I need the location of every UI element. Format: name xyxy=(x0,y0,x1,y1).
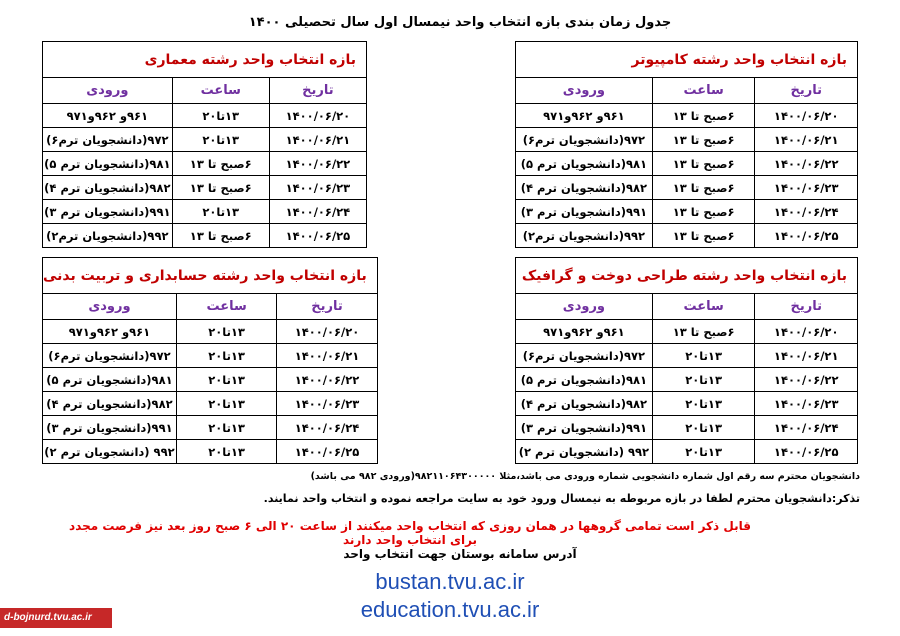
cell-date: ۱۴۰۰/۰۶/۲۰ xyxy=(269,104,366,128)
note-reminder: تذکر:دانشجویان محترم لطفا در بازه مربوطه به نیمسال ورود خود به سایت مراجعه نموده و انتخاب واحد نمایند. xyxy=(263,492,860,505)
cell-time: ۶صبح تا ۱۳ xyxy=(652,224,755,248)
table-row xyxy=(43,344,378,368)
table-row xyxy=(516,200,858,224)
table-row xyxy=(516,392,858,416)
cell-time: ۱۳تا۲۰ xyxy=(652,344,755,368)
cell-entry: ۹۹۲(دانشجویان ترم۲) xyxy=(43,224,173,248)
cell-date: ۱۴۰۰/۰۶/۲۰ xyxy=(755,320,858,344)
table-row xyxy=(516,320,858,344)
cell-entry: ۹۶۱و ۹۶۲و۹۷۱ xyxy=(43,104,173,128)
cell-entry: ۹۸۱(دانشجویان ترم ۵) xyxy=(516,368,653,392)
table-caption: بازه انتخاب واحد رشته کامپیوتر xyxy=(516,42,858,78)
cell-date: ۱۴۰۰/۰۶/۲۱ xyxy=(755,344,858,368)
table-row xyxy=(43,104,367,128)
cell-time: ۱۳تا۲۰ xyxy=(176,416,276,440)
cell-date: ۱۴۰۰/۰۶/۲۴ xyxy=(755,416,858,440)
table-row xyxy=(43,128,367,152)
cell-date: ۱۴۰۰/۰۶/۲۱ xyxy=(269,128,366,152)
schedule-table-architecture xyxy=(42,41,367,248)
cell-time: ۶صبح تا ۱۳ xyxy=(652,152,755,176)
cell-date: ۱۴۰۰/۰۶/۲۴ xyxy=(277,416,377,440)
cell-entry: ۹۹۲ (دانشجویان ترم ۲) xyxy=(43,440,177,464)
cell-time: ۶صبح تا ۱۳ xyxy=(652,128,755,152)
cell-entry: ۹۸۲(دانشجویان ترم ۴) xyxy=(516,392,653,416)
header-time: ساعت xyxy=(172,78,269,104)
cell-date: ۱۴۰۰/۰۶/۲۵ xyxy=(277,440,377,464)
table-row xyxy=(43,368,378,392)
header-entry: ورودی xyxy=(43,78,173,104)
cell-time: ۱۳تا۲۰ xyxy=(652,368,755,392)
table-row xyxy=(516,176,858,200)
cell-entry: ۹۷۲(دانشجویان ترم۶) xyxy=(43,128,173,152)
header-date: تاریخ xyxy=(269,78,366,104)
cell-time: ۶صبح تا ۱۳ xyxy=(172,224,269,248)
header-date: تاریخ xyxy=(277,294,377,320)
cell-time: ۱۳تا۲۰ xyxy=(176,320,276,344)
header-entry: ورودی xyxy=(516,294,653,320)
header-entry: ورودی xyxy=(43,294,177,320)
table-row xyxy=(43,224,367,248)
cell-entry: ۹۸۲(دانشجویان ترم ۴) xyxy=(43,392,177,416)
cell-time: ۱۳تا۲۰ xyxy=(176,368,276,392)
cell-time: ۶صبح تا ۱۳ xyxy=(172,152,269,176)
watermark: d-bojnurd.tvu.ac.ir xyxy=(0,608,112,628)
cell-entry: ۹۷۲(دانشجویان ترم۶) xyxy=(516,344,653,368)
cell-entry: ۹۹۲(دانشجویان ترم۲) xyxy=(516,224,653,248)
table-row xyxy=(43,200,367,224)
cell-date: ۱۴۰۰/۰۶/۲۱ xyxy=(755,128,858,152)
table-caption: بازه انتخاب واحد رشته معماری xyxy=(43,42,367,78)
cell-entry: ۹۸۱(دانشجویان ترم ۵) xyxy=(516,152,653,176)
cell-time: ۱۳تا۲۰ xyxy=(172,104,269,128)
cell-entry: ۹۹۱(دانشجویان ترم ۳) xyxy=(43,416,177,440)
note-student-id: دانشجویان محترم سه رقم اول شماره دانشجویی شماره ورودی می باشد،مثلا ۹۸۲۱۱۰۶۴۳۰۰۰۰۰(ورودی ۹۸۲ می باشد) xyxy=(310,471,860,482)
cell-time: ۶صبح تا ۱۳ xyxy=(652,200,755,224)
cell-entry: ۹۶۱و ۹۶۲و۹۷۱ xyxy=(43,320,177,344)
table-caption: بازه انتخاب واحد رشته طراحی دوخت و گرافیک xyxy=(516,258,858,294)
cell-entry: ۹۹۱(دانشجویان ترم ۳) xyxy=(516,200,653,224)
header-time: ساعت xyxy=(652,294,755,320)
table-row xyxy=(516,104,858,128)
note-extra-chance: قابل ذکر است تمامی گروهها در همان روزی که انتخاب واحد میکنند از ساعت ۲۰ الی ۶ صبح روز بعد نیز فرصت مجدد برای انتخاب واحد دارند xyxy=(69,519,751,547)
table-row xyxy=(516,344,858,368)
cell-date: ۱۴۰۰/۰۶/۲۵ xyxy=(755,440,858,464)
cell-entry: ۹۹۲ (دانشجویان ترم ۲) xyxy=(516,440,653,464)
cell-entry: ۹۶۱و ۹۶۲و۹۷۱ xyxy=(516,320,653,344)
cell-time: ۱۳تا۲۰ xyxy=(176,440,276,464)
cell-entry: ۹۶۱و ۹۶۲و۹۷۱ xyxy=(516,104,653,128)
table-row xyxy=(516,368,858,392)
header-time: ساعت xyxy=(176,294,276,320)
table-row xyxy=(516,152,858,176)
notes xyxy=(30,471,860,505)
cell-entry: ۹۸۱(دانشجویان ترم ۵) xyxy=(43,152,173,176)
cell-time: ۱۳تا۲۰ xyxy=(652,440,755,464)
schedule-table-accounting xyxy=(42,257,378,464)
bustan-link[interactable]: bustan.tvu.ac.ir xyxy=(375,569,525,594)
table-row xyxy=(516,440,858,464)
cell-entry: ۹۹۱(دانشجویان ترم ۳) xyxy=(43,200,173,224)
table-row xyxy=(43,392,378,416)
cell-entry: ۹۹۱(دانشجویان ترم ۳) xyxy=(516,416,653,440)
table-row xyxy=(43,176,367,200)
table-row xyxy=(516,224,858,248)
cell-entry: ۹۷۲(دانشجویان ترم۶) xyxy=(516,128,653,152)
cell-entry: ۹۸۱(دانشجویان ترم ۵) xyxy=(43,368,177,392)
cell-date: ۱۴۰۰/۰۶/۲۳ xyxy=(277,392,377,416)
table-row xyxy=(516,128,858,152)
cell-date: ۱۴۰۰/۰۶/۲۲ xyxy=(277,368,377,392)
cell-date: ۱۴۰۰/۰۶/۲۱ xyxy=(277,344,377,368)
education-link[interactable]: education.tvu.ac.ir xyxy=(360,597,540,622)
note-address-label: آدرس سامانه بوستان جهت انتخاب واحد xyxy=(343,547,577,561)
table-row xyxy=(43,152,367,176)
cell-time: ۱۳تا۲۰ xyxy=(176,344,276,368)
cell-date: ۱۴۰۰/۰۶/۲۲ xyxy=(755,152,858,176)
schedule-table-computer xyxy=(515,41,858,248)
cell-time: ۱۳تا۲۰ xyxy=(652,392,755,416)
cell-entry: ۹۸۲(دانشجویان ترم ۴) xyxy=(43,176,173,200)
header-date: تاریخ xyxy=(755,78,858,104)
table-row xyxy=(43,440,378,464)
cell-time: ۶صبح تا ۱۳ xyxy=(652,176,755,200)
cell-time: ۱۳تا۲۰ xyxy=(172,128,269,152)
cell-date: ۱۴۰۰/۰۶/۲۵ xyxy=(269,224,366,248)
header-date: تاریخ xyxy=(755,294,858,320)
cell-time: ۶صبح تا ۱۳ xyxy=(172,176,269,200)
cell-date: ۱۴۰۰/۰۶/۲۳ xyxy=(269,176,366,200)
table-caption: بازه انتخاب واحد رشته حسابداری و تربیت بدنی xyxy=(43,258,378,294)
cell-date: ۱۴۰۰/۰۶/۲۳ xyxy=(755,176,858,200)
cell-date: ۱۴۰۰/۰۶/۲۴ xyxy=(269,200,366,224)
schedule-table-graphic xyxy=(515,257,858,464)
cell-entry: ۹۷۲(دانشجویان ترم۶) xyxy=(43,344,177,368)
cell-date: ۱۴۰۰/۰۶/۲۲ xyxy=(269,152,366,176)
cell-entry: ۹۸۲(دانشجویان ترم ۴) xyxy=(516,176,653,200)
header-entry: ورودی xyxy=(516,78,653,104)
page-title: جدول زمان بندی بازه انتخاب واحد نیمسال اول سال تحصیلی ۱۴۰۰ xyxy=(248,15,672,30)
cell-date: ۱۴۰۰/۰۶/۲۳ xyxy=(755,392,858,416)
cell-date: ۱۴۰۰/۰۶/۲۲ xyxy=(755,368,858,392)
cell-time: ۱۳تا۲۰ xyxy=(176,392,276,416)
cell-time: ۱۳تا۲۰ xyxy=(652,416,755,440)
cell-date: ۱۴۰۰/۰۶/۲۴ xyxy=(755,200,858,224)
cell-time: ۱۳تا۲۰ xyxy=(172,200,269,224)
table-row xyxy=(43,320,378,344)
cell-time: ۶صبح تا ۱۳ xyxy=(652,320,755,344)
table-row xyxy=(516,416,858,440)
table-row xyxy=(43,416,378,440)
cell-date: ۱۴۰۰/۰۶/۲۵ xyxy=(755,224,858,248)
cell-date: ۱۴۰۰/۰۶/۲۰ xyxy=(755,104,858,128)
cell-time: ۶صبح تا ۱۳ xyxy=(652,104,755,128)
cell-date: ۱۴۰۰/۰۶/۲۰ xyxy=(277,320,377,344)
header-time: ساعت xyxy=(652,78,755,104)
